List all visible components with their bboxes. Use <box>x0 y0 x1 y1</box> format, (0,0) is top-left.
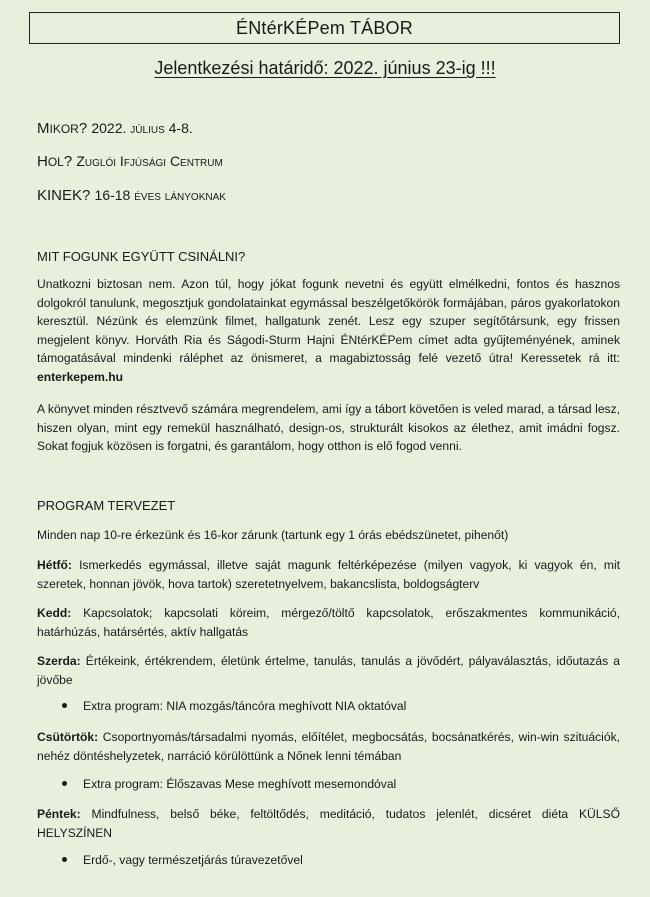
info-when <box>37 120 193 137</box>
where-label: HOL? <box>37 153 73 170</box>
program-intro: Minden nap 10-re érkezünk és 16-kor zárunk (tartunk egy 1 órás ebédszünetet, pihenőt) <box>37 528 509 542</box>
whom-value: 16-18 éves lányoknak <box>94 187 226 203</box>
activities-text: Unatkozni biztosan nem. Azon túl, hogy jókat fogunk nevetni és együtt elmélkedni, fontos és hasznos dolgokról tanulunk, megosztjuk gondolatainkat egymással beszélgetőkörök formájában, páros gyakorlatokon keresztül. Nézünk és elemzünk filmet, hallgatunk zenét. Lesz egy szuper segítőtársunk, egy frissen megjelent könyv. Horváth Ria és Ságodi-Sturm Hajni ÉNtérKÉPem címet adta gyűjteményének, aminek támogatásával mindenki ráléphet az önismeret, a magabiztosság felé vezető útra! Keressetek rá itt: <box>37 277 620 365</box>
monday-entry <box>37 556 620 593</box>
wednesday-extra-item <box>62 699 406 713</box>
monday-text: Ismerkedés egymással, illetve saját magunk feltérképezése (milyen vagyok, ki vagyok én, mit szeretek, honnan jövök, hova tartok) szeretetnyelvem, bakancslista, boldogságterv <box>37 558 620 591</box>
friday-extra-text: Erdő-, vagy természetjárás túravezetővel <box>83 853 303 867</box>
thursday-entry <box>37 728 620 765</box>
wednesday-text: Értékeink, értékrendem, életünk értelme, tanulás, tanulás a jövődért, pályaválasztás, időutazás a jövőbe <box>37 654 620 687</box>
bullet-icon <box>62 781 67 786</box>
bullet-icon <box>62 703 67 708</box>
bullet-icon <box>62 857 67 862</box>
website-link[interactable]: enterkepem.hu <box>37 369 124 384</box>
thursday-text: Csoportnyomás/társadalmi nyomás, előítélet, megbocsátás, bocsánatkérés, win-win szituációk, nehéz döntéshelyzetek, narráció körülöttünk a Nőnek lenni témában <box>37 730 620 763</box>
deadline-notice: Jelentkezési határidő: 2022. június 23-ig !!! <box>154 58 496 78</box>
friday-text: Mindfulness, belső béke, feltöltődés, meditáció, tudatos jelenlét, dicséret diéta KÜLSŐ HELYSZÍNEN <box>37 807 620 840</box>
where-value: Zuglói Ifjúsági Centrum <box>76 153 223 169</box>
thursday-extra-item <box>62 777 396 791</box>
thursday-extra-text: Extra program: Élőszavas Mese meghívott mesemondóval <box>83 777 397 791</box>
tuesday-entry <box>37 604 620 641</box>
activities-paragraph <box>37 275 620 386</box>
title-box <box>29 12 620 44</box>
friday-extra-item <box>62 853 303 867</box>
book-paragraph: A könyvet minden résztvevő számára megrendelem, ami így a tábort követően is veled marad, a társad lesz, hiszen olyan, mint egy remekül használható, design-os, strukturált kisokos az élethez, amit imádni fogsz. Sokat fogjuk közösen is forgatni, és garantálom, hogy otthon is elő fogod venni. <box>37 402 620 453</box>
tuesday-text: Kapcsolatok; kapcsolati köreim, mérgező/töltő kapcsolatok, erőszakmentes kommunikáció, határhúzás, határsértés, aktív hallgatás <box>37 606 620 639</box>
section-heading-activities: MIT FOGUNK EGYÜTT CSINÁLNI? <box>37 249 246 264</box>
when-label: MIKOR? <box>37 120 88 137</box>
section-heading-program: PROGRAM TERVEZET <box>37 498 176 513</box>
friday-label: Péntek: <box>37 807 81 821</box>
whom-label: KINEK? <box>37 187 91 204</box>
wednesday-extra-text: Extra program: NIA mozgás/táncóra meghívott NIA oktatóval <box>83 699 407 713</box>
wednesday-entry <box>37 652 620 689</box>
wednesday-label: Szerda: <box>37 654 81 668</box>
when-value: 2022. július 4-8. <box>91 120 193 136</box>
info-where <box>37 153 223 170</box>
info-whom <box>37 187 226 204</box>
friday-entry <box>37 805 620 842</box>
page-title: ÉNtérKÉPem TÁBOR <box>236 17 413 38</box>
tuesday-label: Kedd: <box>37 606 72 620</box>
monday-label: Hétfő: <box>37 558 72 572</box>
thursday-label: Csütörtök: <box>37 730 99 744</box>
